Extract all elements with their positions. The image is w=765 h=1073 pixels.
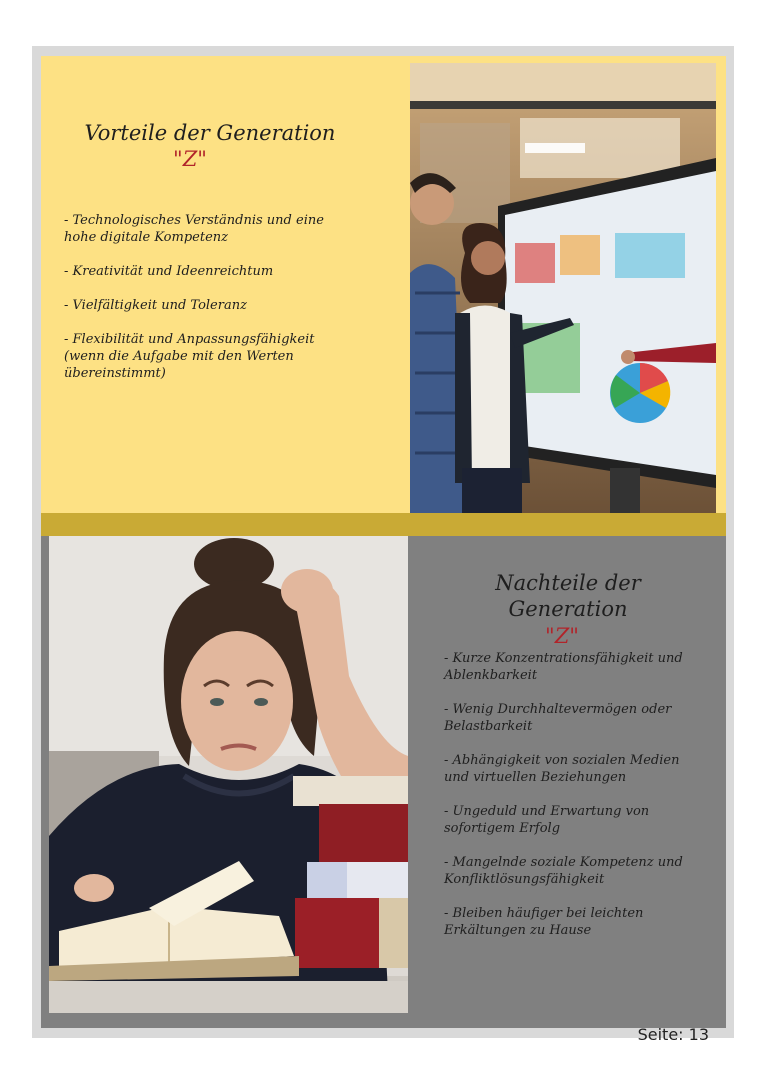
advantages-title-z: "Z" [173, 147, 207, 172]
advantage-text: - Kreativität und Ideenreichtum [64, 264, 274, 279]
disadvantages-title [440, 570, 696, 649]
list-item [64, 331, 394, 382]
advantages-title-text: Vorteile der Generation [84, 121, 336, 145]
advantage-text: - Vielfältigkeit und Toleranz [64, 298, 247, 313]
disadvantage-text: - Abhängigkeit von sozialen Medien und virtuellen Beziehungen [444, 753, 680, 785]
advantages-title [80, 120, 340, 173]
disadvantages-title-z: "Z" [545, 623, 579, 648]
list-item [444, 854, 714, 888]
advantage-text: - Flexibilität und Anpassungsfähigkeit (wenn die Aufgabe mit den Werten übereinstimmt) [64, 332, 315, 381]
disadvantage-text: - Mangelnde soziale Kompetenz und Konfliktlösungsfähigkeit [444, 855, 683, 887]
list-item [444, 650, 714, 684]
list-item [444, 905, 714, 939]
list-item [64, 263, 394, 280]
list-item [444, 803, 714, 837]
disadvantage-text: - Wenig Durchhaltevermögen oder Belastbarkeit [444, 702, 672, 734]
list-item [64, 212, 394, 246]
presentation-photo [410, 63, 716, 513]
list-item [444, 752, 714, 786]
advantage-text: - Technologisches Verständnis und eine hohe digitale Kompetenz [64, 213, 324, 245]
disadvantages-list [444, 650, 714, 956]
disadvantage-text: - Bleiben häufiger bei leichten Erkältungen zu Hause [444, 906, 644, 938]
list-item [444, 701, 714, 735]
list-item [64, 297, 394, 314]
disadvantage-text: - Kurze Konzentrationsfähigkeit und Ablenkbarkeit [444, 651, 683, 683]
page-number: Seite: 13 [637, 1025, 709, 1044]
disadvantage-text: - Ungeduld und Erwartung von sofortigem Erfolg [444, 804, 650, 836]
advantages-list [64, 212, 394, 399]
gold-divider [41, 513, 726, 536]
student-photo [49, 536, 408, 1013]
disadvantages-title-text: Nachteile der Generation [495, 571, 641, 622]
